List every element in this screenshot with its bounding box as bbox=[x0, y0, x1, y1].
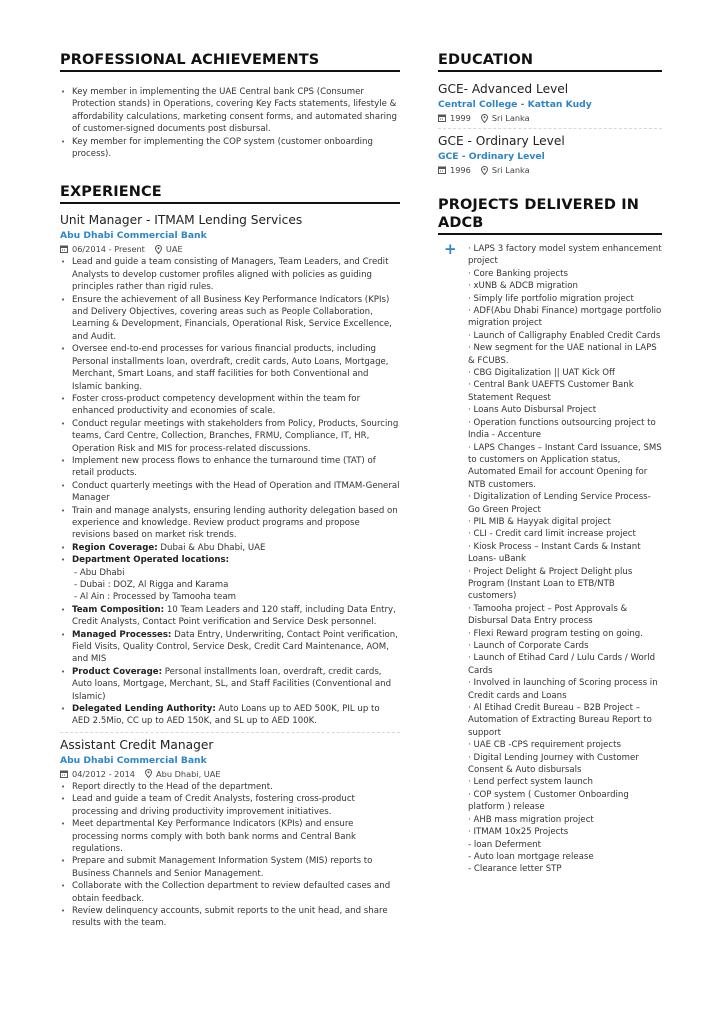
list-item: • Report directly to the Head of the department. bbox=[60, 781, 400, 793]
list-item: · LAPS Changes – Instant Card Issuance, SMS to customers on Application status, Automated Email for account Opening for NTB customers. bbox=[468, 442, 662, 490]
job-entry bbox=[60, 737, 400, 930]
list-item: · Launch of Corporate Cards bbox=[468, 641, 589, 651]
list-item: · Digital Lending Journey with Customer Consent & Auto disbursals bbox=[468, 752, 639, 776]
job-bullets bbox=[60, 781, 400, 930]
region-label: Region Coverage: bbox=[72, 542, 158, 553]
list-item: · Core Banking projects bbox=[468, 268, 568, 279]
list-item: - Clearance letter STP bbox=[468, 864, 562, 875]
divider bbox=[438, 128, 662, 129]
projects-list bbox=[438, 240, 662, 876]
education-year: 1996 bbox=[450, 165, 471, 175]
list-item: • Lead and guide a team consisting of Managers, Team Leaders, and Credit Analysts to develop customer profiles aligned with policies as guiding principles rather than rigid rules. bbox=[60, 256, 400, 293]
list-item: • Foster cross-product competency development within the team for enhanced productivity and economies of scale. bbox=[60, 393, 400, 418]
list-item: · PIL MIB & Hayyak digital project bbox=[468, 516, 611, 527]
list-item: • Ensure the achievement of all Business Key Performance Indicators (KPIs) and Delivery Objectives, covering areas such as People Collaboration, Learning & Development, Financials, Operational Risk, Service Excellence, and Audit. bbox=[60, 294, 400, 344]
list-item: · Loans Auto Disbursal Project bbox=[468, 405, 597, 416]
job-meta bbox=[60, 768, 400, 780]
list-item: • Key member in implementing the UAE Central bank CPS (Consumer Protection stands) in Operations, covering Key Facts statements, lifestyle & affordability calculations, marketing consent forms, and automated sharing of customer-signed documents post disbursal. bbox=[60, 86, 400, 136]
list-item: • Conduct quarterly meetings with the Head of Operation and ITMAM-General Manager bbox=[60, 480, 400, 505]
dept-label: Department Operated locations: bbox=[72, 555, 230, 566]
job-details bbox=[60, 604, 400, 728]
list-item: · Kiosk Process – Instant Cards & Instant Loans- uBank bbox=[468, 541, 641, 565]
job-dates: 04/2012 - 2014 bbox=[72, 768, 136, 779]
list-item: · UAE CB -CPS requirement projects bbox=[468, 740, 621, 751]
list-item: · Simply life portfolio migration project bbox=[468, 293, 634, 304]
list-item: • Implement new process flows to enhance the turnaround time (TAT) of retail products. bbox=[60, 455, 400, 480]
calendar-icon bbox=[438, 166, 446, 174]
education-entry bbox=[438, 81, 662, 124]
calendar-icon bbox=[60, 770, 68, 778]
list-item bbox=[60, 542, 400, 554]
job-entry bbox=[60, 212, 400, 727]
plus-icon: + bbox=[444, 240, 457, 258]
list-item: · CBG Digitalization || UAT Kick Off bbox=[468, 368, 615, 379]
list-item: • Review delinquency accounts, submit reports to the unit head, and share results with the team. bbox=[60, 905, 400, 930]
dept-sub-item: - Dubai : DOZ, Al Rigga and Karama bbox=[74, 580, 229, 590]
education-entry bbox=[438, 133, 662, 176]
section-title-achievements: PROFESSIONAL ACHIEVEMENTS bbox=[60, 52, 400, 72]
school-name: Central College - Kattan Kudy bbox=[438, 99, 592, 110]
list-item: · Flexi Reward program testing on going. bbox=[468, 628, 643, 639]
location-pin-icon bbox=[481, 166, 488, 175]
section-title-education: EDUCATION bbox=[438, 52, 662, 72]
list-item: · New segment for the UAE national in LAPS & FCUBS. bbox=[468, 343, 657, 366]
authority-label: Delegated Lending Authority: bbox=[72, 704, 216, 715]
list-item: · ADF(Abu Dhabi Finance) mortgage portfolio migration project bbox=[468, 306, 662, 329]
section-title-projects bbox=[438, 196, 662, 235]
degree-title: GCE - Ordinary Level bbox=[438, 134, 565, 148]
job-location: UAE bbox=[165, 244, 183, 255]
list-item: • Train and manage analysts, ensuring lending authority delegation based on experience and knowledge. Review product programs and propose revisions based on market risk trends. bbox=[60, 505, 400, 542]
list-item: · Involved in launching of Scoring process in Credit cards and Loans bbox=[468, 678, 658, 701]
projects-title-line1: PROJECTS DELIVERED IN bbox=[438, 197, 639, 213]
list-item: • Prepare and submit Management Information System (MIS) reports to Business Channels and Senior Management. bbox=[60, 855, 400, 880]
list-item: · Launch of Calligraphy Enabled Credit Cards bbox=[468, 330, 661, 341]
list-item: · Launch of Etihad Card / Lulu Cards / World Cards bbox=[468, 653, 656, 676]
education-meta bbox=[438, 112, 662, 124]
list-item: · AHB mass migration project bbox=[468, 814, 594, 825]
education-location: Sri Lanka bbox=[491, 165, 530, 175]
dept-sub-item: - Abu Dhabi bbox=[74, 567, 125, 578]
region-value: Dubai & Abu Dhabi, UAE bbox=[157, 542, 266, 553]
school-name: GCE - Ordinary Level bbox=[438, 151, 545, 162]
list-item: · CLI - Credit card limit increase project bbox=[468, 529, 636, 540]
team-value: 10 Team Leaders and 120 staff, including Data Entry, Credit Analysts, Contact Point verification and Service Desk personnel. bbox=[72, 604, 396, 628]
dept-sub-item: - Al Ain : Processed by Tamooha team bbox=[74, 592, 236, 603]
list-item: · Tamooha project – Post Approvals & Disbursal Data Entry process bbox=[468, 603, 628, 627]
achievements-list bbox=[60, 86, 400, 160]
right-column bbox=[438, 52, 662, 876]
company-name: Abu Dhabi Commercial Bank bbox=[60, 754, 207, 766]
list-item bbox=[60, 666, 400, 703]
location-pin-icon bbox=[145, 769, 152, 778]
list-item bbox=[60, 604, 400, 629]
job-bullets bbox=[60, 256, 400, 566]
list-item bbox=[60, 703, 400, 728]
list-item: · Operation functions outsourcing project to India - Accenture bbox=[468, 417, 656, 441]
list-item: • Key member for implementing the COP system (customer onboarding process). bbox=[60, 136, 400, 161]
calendar-icon bbox=[60, 245, 68, 253]
authority-value: Auto Loans up to AED 500K, PIL up to AED 2.5Mio, CC up to AED 150K, and SL up to AED 100K. bbox=[72, 704, 380, 727]
list-item: • Oversee end-to-end processes for various financial products, including Personal installments loan, overdraft, credit cards, Auto Loans, Mortgage, Merchant, Smart Loans, and staff facilities for both Conventional and Islamic banking. bbox=[60, 343, 400, 393]
list-item bbox=[60, 629, 400, 666]
list-item: · Digitalization of Lending Service Process- Go Green Project bbox=[468, 492, 651, 515]
company-name: Abu Dhabi Commercial Bank bbox=[60, 230, 207, 242]
list-item: · Project Delight & Project Delight plus Program (Instant Loan to ETB/NTB customers) bbox=[468, 566, 633, 602]
list-item: • Collaborate with the Collection department to review defaulted cases and obtain feedback. bbox=[60, 880, 400, 905]
product-label: Product Coverage: bbox=[72, 666, 162, 677]
list-item: · ITMAM 10x25 Projects bbox=[468, 827, 569, 838]
job-location: Abu Dhabi, UAE bbox=[156, 768, 221, 779]
list-item: · Lend perfect system launch bbox=[468, 777, 593, 788]
list-item: · Al Etihad Credit Bureau – B2B Project – Automation of Extracting Bureau Report to support bbox=[468, 703, 652, 738]
projects-title-line2: ADCB bbox=[438, 215, 484, 231]
calendar-icon bbox=[438, 114, 446, 122]
left-column bbox=[60, 52, 400, 930]
job-title: Assistant Credit Manager bbox=[60, 737, 214, 752]
list-item bbox=[60, 554, 400, 566]
section-title-experience: EXPERIENCE bbox=[60, 184, 400, 204]
list-item: · COP system ( Customer Onboarding platform ) release bbox=[468, 789, 629, 813]
list-item: · LAPS 3 factory model system enhancement project bbox=[468, 244, 662, 267]
list-item: - loan Deferment bbox=[468, 839, 541, 850]
job-meta bbox=[60, 243, 400, 255]
list-item: • Lead and guide a team of Credit Analysts, fostering cross-product processing and driving productivity improvement initiatives. bbox=[60, 793, 400, 818]
job-title: Unit Manager - ITMAM Lending Services bbox=[60, 213, 303, 228]
processes-value: Data Entry, Underwriting, Contact Point verification, Field Visits, Quality Control, Service Desk, Credit Card Maintenance, AOM, and MIS bbox=[72, 629, 398, 665]
processes-label: Managed Processes: bbox=[72, 629, 172, 640]
location-pin-icon bbox=[481, 114, 488, 123]
degree-title: GCE- Advanced Level bbox=[438, 82, 569, 96]
education-year: 1999 bbox=[450, 113, 471, 123]
list-item: · xUNB & ADCB migration bbox=[468, 281, 578, 292]
product-value: Personal installments loan, overdraft, credit cards, Auto loans, Mortgage, Merchant, SL, and Staff Facilities (Conventional and Islamic) bbox=[72, 666, 392, 702]
list-item: · Central Bank UAEFTS Customer Bank Statement Request bbox=[468, 380, 634, 403]
location-pin-icon bbox=[155, 245, 162, 254]
team-label: Team Composition: bbox=[72, 604, 165, 615]
job-dates: 06/2014 - Present bbox=[72, 244, 145, 255]
list-item: - Auto loan mortgage release bbox=[468, 851, 594, 862]
list-item: • Meet departmental Key Performance Indicators (KPIs) and ensure processing norms comply with both bank norms and Central Bank regulations. bbox=[60, 818, 400, 855]
education-location: Sri Lanka bbox=[491, 113, 530, 123]
divider bbox=[60, 732, 400, 733]
education-meta bbox=[438, 164, 662, 176]
list-item: • Conduct regular meetings with stakeholders from Policy, Products, Sourcing teams, Card Centre, Collection, Branches, FRMU, Compliance, IT, HR, Operation Risk and MIS for process-related discussions. bbox=[60, 418, 400, 455]
